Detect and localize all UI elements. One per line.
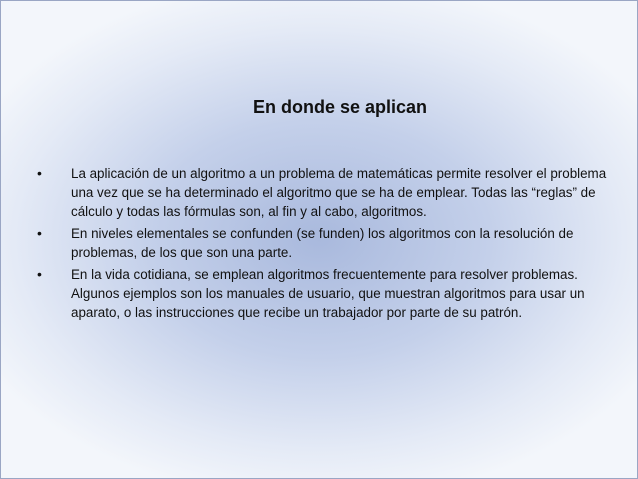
bullet-text: En niveles elementales se confunden (se funden) los algoritmos con la resolución de problemas, de los que son una parte. xyxy=(71,226,574,260)
bullet-item xyxy=(37,164,607,221)
bullet-point-icon: • xyxy=(37,266,42,282)
bullet-item xyxy=(37,265,607,322)
bullet-point-icon: • xyxy=(37,225,42,241)
bullet-text: La aplicación de un algoritmo a un problema de matemáticas permite resolver el problema una vez que se ha determinado el algoritmo que se ha de emplear. Todas las “reglas” de cálculo y todas las fórmulas son, al fin y al cabo, algoritmos. xyxy=(71,166,607,219)
bullet-list xyxy=(37,164,607,325)
bullet-point-icon: • xyxy=(37,165,42,181)
bullet-text: En la vida cotidiana, se emplean algoritmos frecuentemente para resolver problemas. Algunos ejemplos son los manuales de usuario, que muestran algoritmos para usar un aparato, o las instrucciones que recibe un trabajador por parte de su patrón. xyxy=(71,267,585,320)
slide-title: En donde se aplican xyxy=(252,97,428,117)
bullet-item xyxy=(37,224,607,262)
